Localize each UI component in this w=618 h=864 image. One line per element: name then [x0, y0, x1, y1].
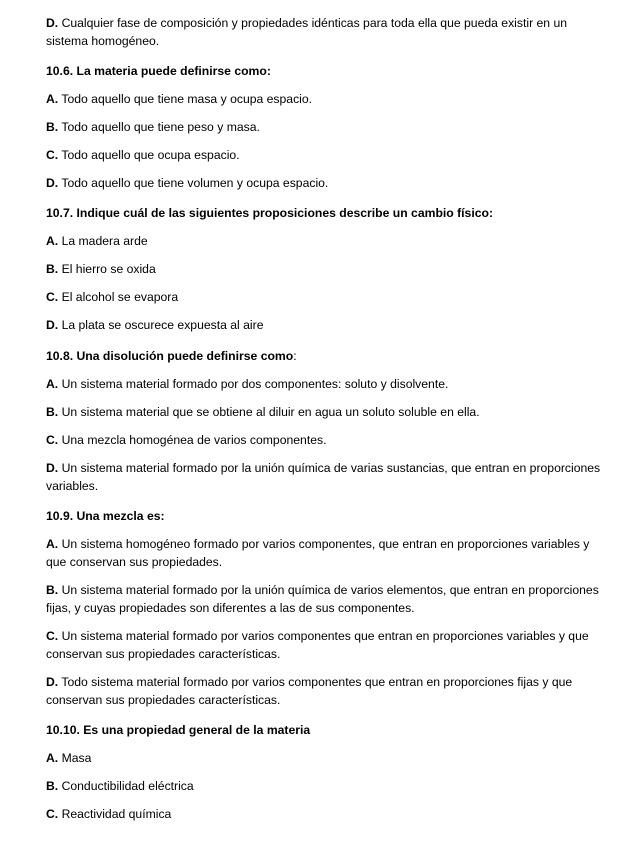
option-text: Todo aquello que ocupa espacio. [61, 148, 240, 163]
option-text: Un sistema material que se obtiene al diluir en agua un soluto soluble en ella. [61, 404, 480, 419]
option-label: C. [46, 806, 59, 821]
question-block [46, 204, 608, 334]
option-text: La madera arde [61, 234, 148, 249]
question-prompt: Es una propiedad general de la materia [83, 722, 311, 737]
question-prompt: Una disolución puede definirse como [76, 348, 294, 363]
answer-option [46, 805, 608, 823]
option-text: Todo aquello que tiene peso y masa. [61, 120, 260, 135]
question-number: 10.9. [46, 508, 74, 523]
option-label: D. [46, 176, 59, 191]
answer-option [46, 375, 608, 393]
answer-option [46, 627, 608, 663]
answer-option [46, 459, 608, 495]
option-label: B. [46, 120, 59, 135]
answer-option [46, 232, 608, 250]
question-prompt-suffix: : [293, 348, 297, 363]
answer-option [46, 260, 608, 278]
option-label: B. [46, 262, 59, 277]
option-text: Masa [61, 750, 92, 765]
option-text: Un sistema material formado por dos componentes: soluto y disolvente. [61, 376, 449, 391]
question-block [46, 347, 608, 495]
option-label: A. [46, 536, 59, 551]
option-label: C. [46, 148, 59, 163]
option-label: B. [46, 404, 59, 419]
option-label: D. [46, 318, 59, 333]
option-label: D. [46, 674, 59, 689]
answer-option [46, 749, 608, 767]
option-label: D. [46, 16, 59, 30]
answer-option [46, 535, 608, 571]
question-title [46, 204, 608, 222]
option-text: Todo aquello que tiene volumen y ocupa espacio. [61, 176, 329, 191]
option-label: C. [46, 432, 59, 447]
question-block [46, 507, 608, 709]
option-label: B. [46, 778, 59, 793]
option-text: Todo sistema material formado por varios componentes que entran en proporciones fijas y que conservan sus propiedades características. [46, 674, 573, 707]
question-block [46, 62, 608, 192]
answer-option [46, 146, 608, 164]
question-prompt: Una mezcla es: [76, 508, 165, 523]
option-text: Todo aquello que tiene masa y ocupa espacio. [61, 92, 313, 107]
option-text: Un sistema homogéneo formado por varios componentes, que entran en proporciones variables y que conservan sus propiedades. [46, 536, 590, 569]
option-text: Una mezcla homogénea de varios componentes. [61, 432, 327, 447]
option-label: A. [46, 92, 59, 107]
option-label: C. [46, 628, 59, 643]
answer-option [46, 581, 608, 617]
question-number: 10.10. [46, 722, 80, 737]
answer-option [46, 174, 608, 192]
option-text: La plata se oscurece expuesta al aire [61, 318, 264, 333]
question-number: 10.7. [46, 206, 74, 221]
question-list [46, 62, 608, 823]
option-text: Reactividad química [61, 806, 172, 821]
answer-option [46, 431, 608, 449]
answer-option [46, 316, 608, 334]
option-text: Cualquier fase de composición y propiedades idénticas para toda ella que pueda existir en un sistema homogéneo. [46, 16, 568, 48]
question-number: 10.6. [46, 64, 74, 79]
question-title [46, 507, 608, 525]
option-label: B. [46, 582, 59, 597]
carryover-option [46, 14, 608, 50]
answer-option [46, 118, 608, 136]
option-text: Conductibilidad eléctrica [61, 778, 194, 793]
answer-option [46, 288, 608, 306]
option-text: Un sistema material formado por varios componentes que entran en proporciones variables y que conservan sus propiedades características. [46, 628, 589, 661]
answer-option [46, 777, 608, 795]
answer-option [46, 403, 608, 421]
question-block [46, 721, 608, 823]
document-page [46, 14, 608, 833]
option-text: Un sistema material formado por la unión química de varias sustancias, que entran en proporciones variables. [46, 460, 601, 493]
option-label: A. [46, 750, 59, 765]
option-text: Un sistema material formado por la unión química de varios elementos, que entran en proporciones fijas, y cuyas propiedades son diferentes a las de sus componentes. [46, 582, 599, 615]
option-label: A. [46, 234, 59, 249]
option-text: El alcohol se evapora [61, 290, 179, 305]
question-prompt: La materia puede definirse como: [76, 64, 271, 79]
answer-option [46, 673, 608, 709]
question-title [46, 347, 608, 365]
option-label: A. [46, 376, 59, 391]
question-title [46, 62, 608, 80]
question-prompt: Indique cuál de las siguientes proposiciones describe un cambio físico: [76, 206, 494, 221]
option-text: El hierro se oxida [61, 262, 156, 277]
question-number: 10.8. [46, 348, 74, 363]
option-label: D. [46, 460, 59, 475]
question-title [46, 721, 608, 739]
option-label: C. [46, 290, 59, 305]
answer-option [46, 90, 608, 108]
